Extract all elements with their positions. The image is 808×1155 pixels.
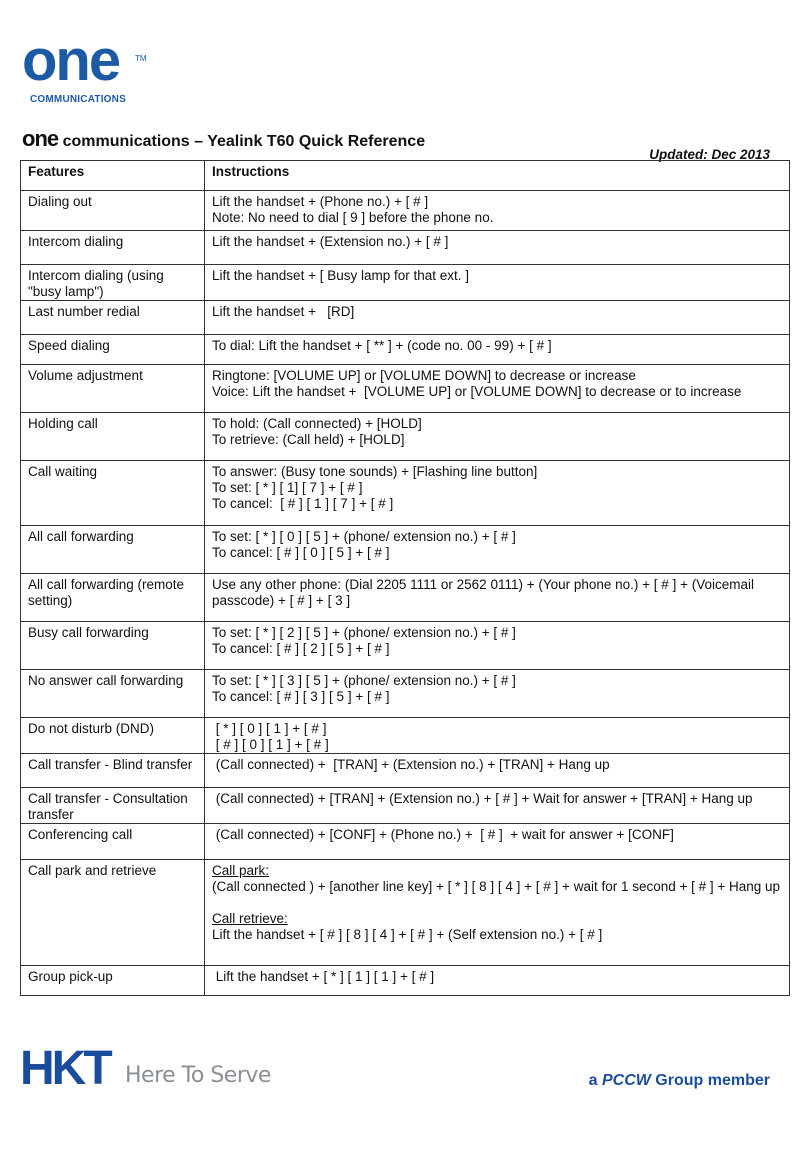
header-features: Features (21, 161, 205, 191)
feature-cell: Dialing out (21, 191, 205, 231)
logo-trademark: TM (135, 54, 147, 63)
table-row (21, 824, 790, 860)
header-instructions: Instructions (205, 161, 790, 191)
feature-cell: Call transfer - Blind transfer (21, 754, 205, 788)
logo-wordmark: one (22, 28, 120, 93)
instruction-subheading: Call park: (212, 863, 270, 878)
instruction-line: To cancel: [ # ] [ 3 ] [ 5 ] + [ # ] (212, 689, 390, 704)
instruction-subheading: Call retrieve: (212, 911, 288, 926)
instruction-cell (205, 718, 790, 754)
table-row (21, 461, 790, 526)
instruction-line: To answer: (Busy tone sounds) + [Flashing line button] (212, 464, 538, 479)
hkt-tagline: Here To Serve (125, 1063, 271, 1088)
title-brand: one (22, 126, 59, 151)
instruction-line: To retrieve: (Call held) + [HOLD] (212, 432, 405, 447)
instruction-line: Lift the handset + (Phone no.) + [ # ] (212, 194, 429, 209)
instruction-cell (205, 622, 790, 670)
hkt-mark: HKT (20, 1042, 110, 1095)
pccw-group-member (589, 1072, 770, 1090)
feature-cell: Call waiting (21, 461, 205, 526)
table-row (21, 191, 790, 231)
feature-cell: All call forwarding (remote setting) (21, 574, 205, 622)
instruction-line: Lift the handset + [ # ] [ 8 ] [ 4 ] + [ # ] + (Self extension no.) + [ # ] (212, 927, 603, 942)
instruction-line: Use any other phone: (Dial 2205 1111 or 2562 0111) + (Your phone no.) + [ # ] + (Voicemail passcode) + [ # ] + [ 3 ] (212, 577, 758, 608)
instruction-line: [ # ] [ 0 ] [ 1 ] + [ # ] (212, 737, 329, 752)
feature-cell: Call park and retrieve (21, 860, 205, 966)
instruction-cell (205, 574, 790, 622)
title-text: communications – Yealink T60 Quick Reference (58, 133, 426, 150)
instruction-line: Lift the handset + [ * ] [ 1 ] [ 1 ] + [ # ] (212, 969, 435, 984)
feature-cell: Conferencing call (21, 824, 205, 860)
instruction-line: Voice: Lift the handset + [VOLUME UP] or [VOLUME DOWN] to decrease or to increase (212, 384, 742, 399)
spacer (212, 895, 783, 911)
pccw-brand: PCCW (601, 1072, 651, 1089)
instruction-cell (205, 754, 790, 788)
feature-cell: Group pick-up (21, 966, 205, 996)
table-row (21, 335, 790, 365)
instruction-cell (205, 335, 790, 365)
instruction-cell (205, 301, 790, 335)
instruction-cell (205, 191, 790, 231)
table-row (21, 413, 790, 461)
feature-cell: All call forwarding (21, 526, 205, 574)
table-row (21, 265, 790, 301)
table-row (21, 718, 790, 754)
logo-subtitle: COMMUNICATIONS (30, 94, 126, 105)
feature-cell: Speed dialing (21, 335, 205, 365)
table-row (21, 574, 790, 622)
instruction-cell (205, 860, 790, 966)
instruction-line: To hold: (Call connected) + [HOLD] (212, 416, 422, 431)
feature-cell: Intercom dialing (21, 231, 205, 265)
feature-cell: Busy call forwarding (21, 622, 205, 670)
instruction-line: Lift the handset + [ Busy lamp for that ext. ] (212, 268, 470, 283)
pccw-pre: a (588, 1072, 602, 1089)
feature-cell: Call transfer - Consultation transfer (21, 788, 205, 824)
table-row (21, 788, 790, 824)
table-row (21, 966, 790, 996)
table-row (21, 860, 790, 966)
feature-cell: Volume adjustment (21, 365, 205, 413)
feature-cell: Holding call (21, 413, 205, 461)
instruction-cell (205, 265, 790, 301)
instruction-line: Note: No need to dial [ 9 ] before the phone no. (212, 210, 494, 225)
table-row (21, 301, 790, 335)
table-row (21, 365, 790, 413)
instruction-line: To set: [ * ] [ 3 ] [ 5 ] + (phone/ extension no.) + [ # ] (212, 673, 516, 688)
instruction-cell (205, 670, 790, 718)
table-row (21, 622, 790, 670)
table-row (21, 670, 790, 718)
instruction-line: To set: [ * ] [ 2 ] [ 5 ] + (phone/ extension no.) + [ # ] (212, 625, 516, 640)
quick-reference-table (20, 160, 790, 996)
instruction-cell (205, 526, 790, 574)
instruction-cell (205, 413, 790, 461)
one-communications-logo (22, 28, 162, 108)
instruction-line: Ringtone: [VOLUME UP] or [VOLUME DOWN] to decrease or increase (212, 368, 636, 383)
feature-cell: Last number redial (21, 301, 205, 335)
instruction-line: (Call connected ) + [another line key] + [ * ] [ 8 ] [ 4 ] + [ # ] + wait for 1 second + [ # ] + Hang up (212, 879, 781, 894)
page-title (22, 126, 425, 152)
instruction-cell (205, 824, 790, 860)
instruction-cell (205, 231, 790, 265)
hkt-logo (20, 1042, 280, 1105)
feature-cell: Do not disturb (DND) (21, 718, 205, 754)
feature-cell: No answer call forwarding (21, 670, 205, 718)
instruction-line: To cancel: [ # ] [ 2 ] [ 5 ] + [ # ] (212, 641, 390, 656)
instruction-line: (Call connected) + [CONF] + (Phone no.) + [ # ] + wait for answer + [CONF] (212, 827, 674, 842)
instruction-line: Lift the handset + [RD] (212, 304, 355, 319)
instruction-line: (Call connected) + [TRAN] + (Extension no.) + [TRAN] + Hang up (212, 757, 610, 772)
updated-date: Updated: Dec 2013 (649, 147, 770, 162)
instruction-line: To set: [ * ] [ 0 ] [ 5 ] + (phone/ extension no.) + [ # ] (212, 529, 516, 544)
instruction-line: To dial: Lift the handset + [ ** ] + (code no. 00 - 99) + [ # ] (212, 338, 552, 353)
table-row (21, 526, 790, 574)
instruction-line: Lift the handset + (Extension no.) + [ # ] (212, 234, 449, 249)
instruction-line: To set: [ * ] [ 1] [ 7 ] + [ # ] (212, 480, 363, 495)
instruction-line: [ * ] [ 0 ] [ 1 ] + [ # ] (212, 721, 327, 736)
instruction-line: To cancel: [ # ] [ 1 ] [ 7 ] + [ # ] (212, 496, 394, 511)
table-row (21, 754, 790, 788)
instruction-cell (205, 966, 790, 996)
table-row (21, 231, 790, 265)
feature-cell: Intercom dialing (using "busy lamp") (21, 265, 205, 301)
pccw-post: Group member (650, 1072, 770, 1089)
instruction-cell (205, 365, 790, 413)
table-header-row (21, 161, 790, 191)
instruction-cell (205, 461, 790, 526)
instruction-line: (Call connected) + [TRAN] + (Extension no.) + [ # ] + Wait for answer + [TRAN] + Hang up (212, 791, 753, 806)
instruction-cell (205, 788, 790, 824)
instruction-line: To cancel: [ # ] [ 0 ] [ 5 ] + [ # ] (212, 545, 390, 560)
